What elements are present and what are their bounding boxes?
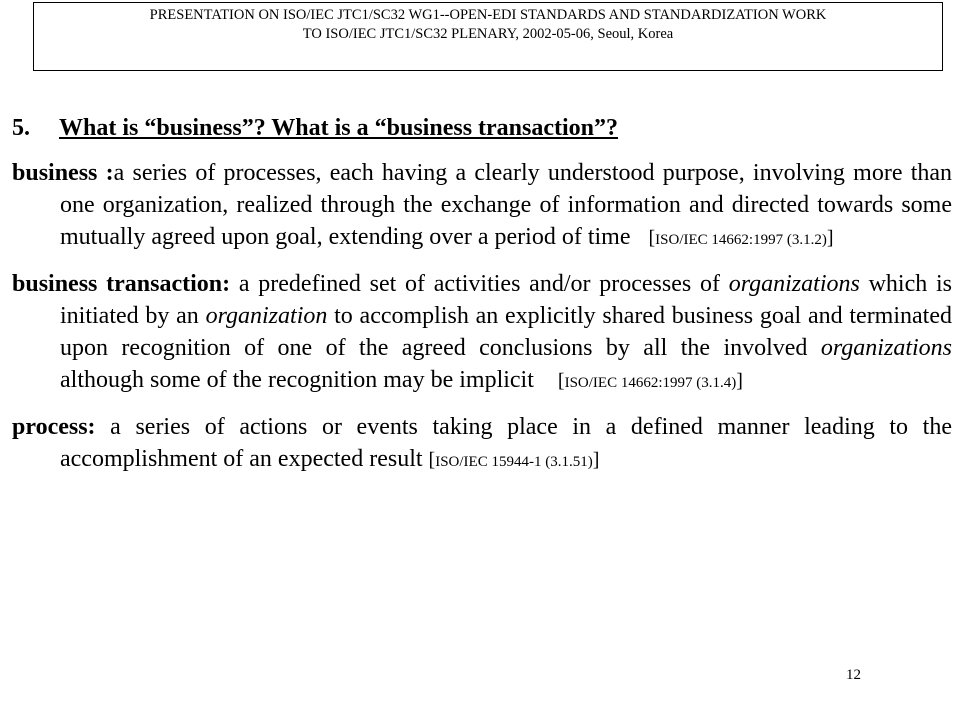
reference-process: ISO/IEC 15944-1 (3.1.51) bbox=[435, 454, 593, 470]
bt-text-4: although some of the recognition may be implicit bbox=[60, 367, 534, 393]
bt-em-1: organizations bbox=[728, 271, 860, 297]
reference-business: ISO/IEC 14662:1997 (3.1.2) bbox=[655, 232, 827, 248]
section-heading bbox=[12, 113, 952, 143]
header-line-2: TO ISO/IEC JTC1/SC32 PLENARY, 2002-05-06, Seoul, Korea bbox=[302, 26, 674, 42]
term-business-transaction: business transaction: bbox=[12, 271, 231, 297]
definition-business-transaction: business transaction: a predefined set of activities and/or processes of organizations which is initiated by an organization to accomplish an explicitly shared business goal and terminated upon recognition of one of the agreed conclusions by all the involved organizations although some of the recognition may be implicit [ISO/IEC 14662:1997 (3.1.4)] bbox=[12, 271, 952, 393]
bt-text-1: a predefined set of activities and/or processes of bbox=[230, 271, 729, 297]
section-title: What is “business”? What is a “business transaction”? bbox=[59, 115, 619, 141]
definition-process-text: a series of actions or events taking place in a defined manner leading to the accomplishment of an expected result bbox=[60, 414, 952, 472]
slide-content bbox=[12, 113, 952, 490]
reference-business-transaction: ISO/IEC 14662:1997 (3.1.4) bbox=[564, 375, 737, 391]
bt-text-2: which is initiated by an bbox=[60, 271, 952, 329]
header-line-1: PRESENTATION ON ISO/IEC JTC1/SC32 WG1--OPEN-EDI STANDARDS AND STANDARDIZATION WORK bbox=[149, 7, 827, 23]
bt-em-2: organization bbox=[205, 303, 328, 329]
bt-text-3: to accomplish an explicitly shared business goal and terminated upon recognition of one of the agreed conclusions by all the involved bbox=[60, 303, 952, 361]
term-process: process: bbox=[12, 414, 96, 440]
bt-em-3: organizations bbox=[820, 335, 952, 361]
term-business: business : bbox=[12, 160, 114, 186]
section-number: 5. bbox=[12, 115, 30, 141]
definition-business-text: a series of processes, each having a clearly understood purpose, involving more than one organization, realized through the exchange of information and directed towards some mutually agreed upon goal, extending over a period of time bbox=[60, 160, 953, 250]
presentation-header bbox=[33, 2, 943, 71]
definition-business: business :a series of processes, each having a clearly understood purpose, involving more than one organization, realized through the exchange of information and directed towards some mutually agreed upon goal, extending over a period of time [ISO/IEC 14662:1997 (3.1.2)] bbox=[12, 160, 953, 250]
page-number: 12 bbox=[846, 667, 861, 683]
definition-process: process: a series of actions or events taking place in a defined manner leading to the accomplishment of an expected result [ISO/IEC 15944-1 (3.1.51)] bbox=[12, 414, 952, 472]
